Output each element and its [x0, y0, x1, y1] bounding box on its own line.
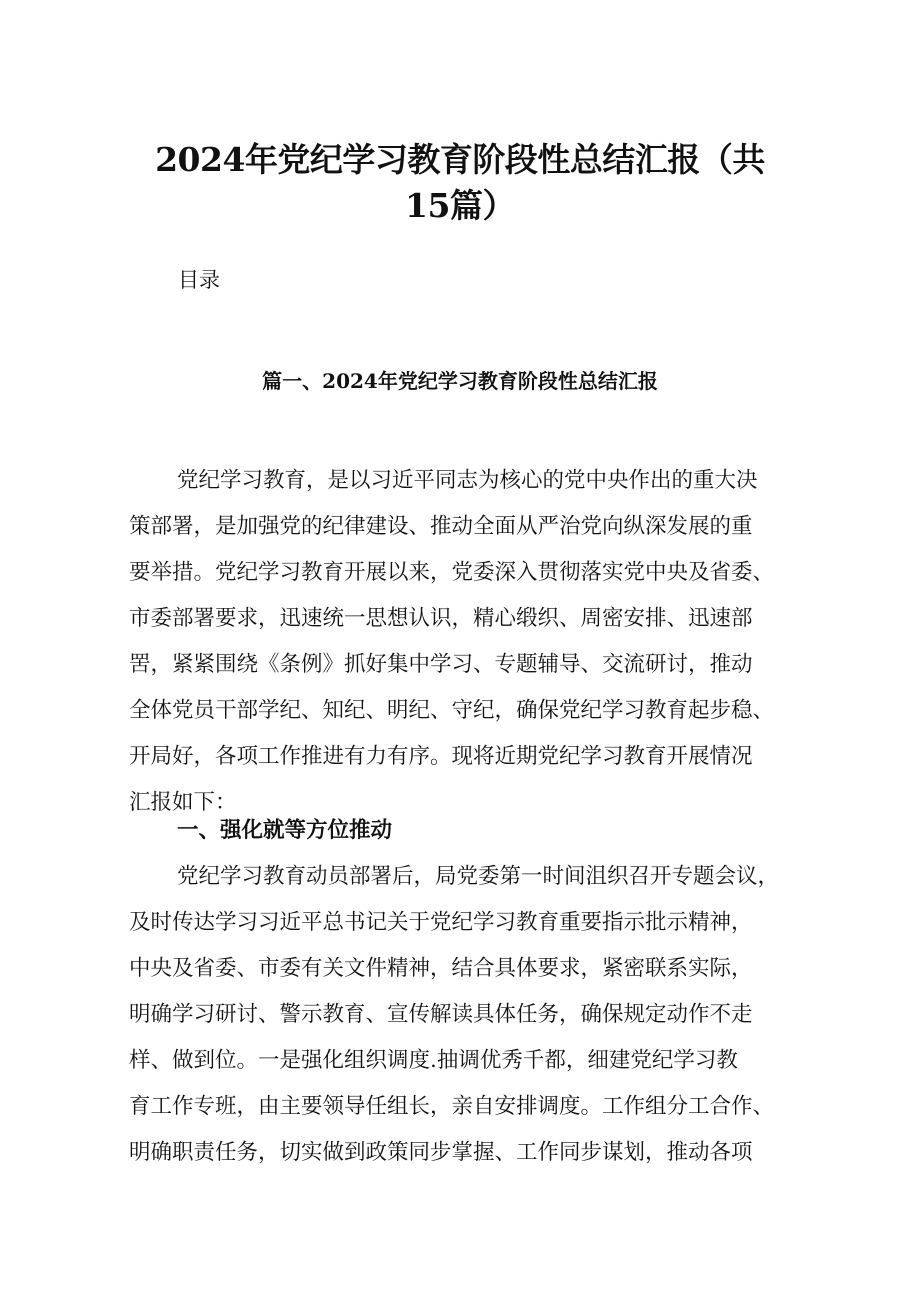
- subsection-heading: 一、强化就等方位推动: [177, 818, 393, 843]
- body-line: 党纪学习教育，是以习近平同志为核心的党中央作出的重大决: [177, 468, 758, 493]
- body-line: 明确学习研讨、警示教育、宣传解读具体任务，确保规定动作不走: [129, 1002, 753, 1027]
- body-line: 样、做到位。一是强化组织调度.抽调优秀千都，细建党纪学习教: [129, 1048, 738, 1073]
- body-line: 及时传达学习习近平总书记关于党纪学习教育重要指示批示精神，: [129, 910, 753, 935]
- body-line: 罟，紧紧围绕《条例》抓好集中学习、专题辅导、交流研讨，推动: [129, 652, 753, 677]
- document-title-line-1: 2024年党纪学习教育阶段性总结汇报（共: [155, 140, 765, 179]
- section-title: 篇一、2024年党纪学习教育阶段性总结汇报: [262, 369, 658, 393]
- body-line: 要举措。党纪学习教育开展以来，党委深入贯彻落实党中央及省委、: [129, 560, 775, 585]
- body-line: 党纪学习教育动员部署后，局党委第一时间沮织召开专题会议，: [177, 864, 780, 889]
- body-line: 全体党员干部学纪、知纪、明纪、守纪，确保党纪学习教育起步稳、: [129, 698, 775, 723]
- body-line: 汇报如下：: [129, 790, 237, 815]
- document-title-line-2: 15篇）: [405, 186, 515, 225]
- body-line: 中央及省委、市委有关文件精神，结合具体要求，紧密联系实际，: [129, 956, 753, 981]
- body-line: 市委部署要求，迅速统一思想认识，精心缎织、周密安排、迅速部: [129, 606, 753, 631]
- body-line: 育工作专班，由主要领导任组长，亲自安排调度。工作组分工合作、: [129, 1094, 775, 1119]
- body-line: 策部署，是加强党的纪律建设、推动全面从严治党向纵深发展的重: [129, 514, 753, 539]
- toc-label: 目录: [178, 268, 220, 292]
- body-line: 明确职责任务，切实做到政策同步掌握、工作同步谋划，推动各项: [129, 1140, 753, 1165]
- body-line: 开局好，各项工作推进有力有序。现将近期党纪学习教育开展情况: [129, 744, 753, 769]
